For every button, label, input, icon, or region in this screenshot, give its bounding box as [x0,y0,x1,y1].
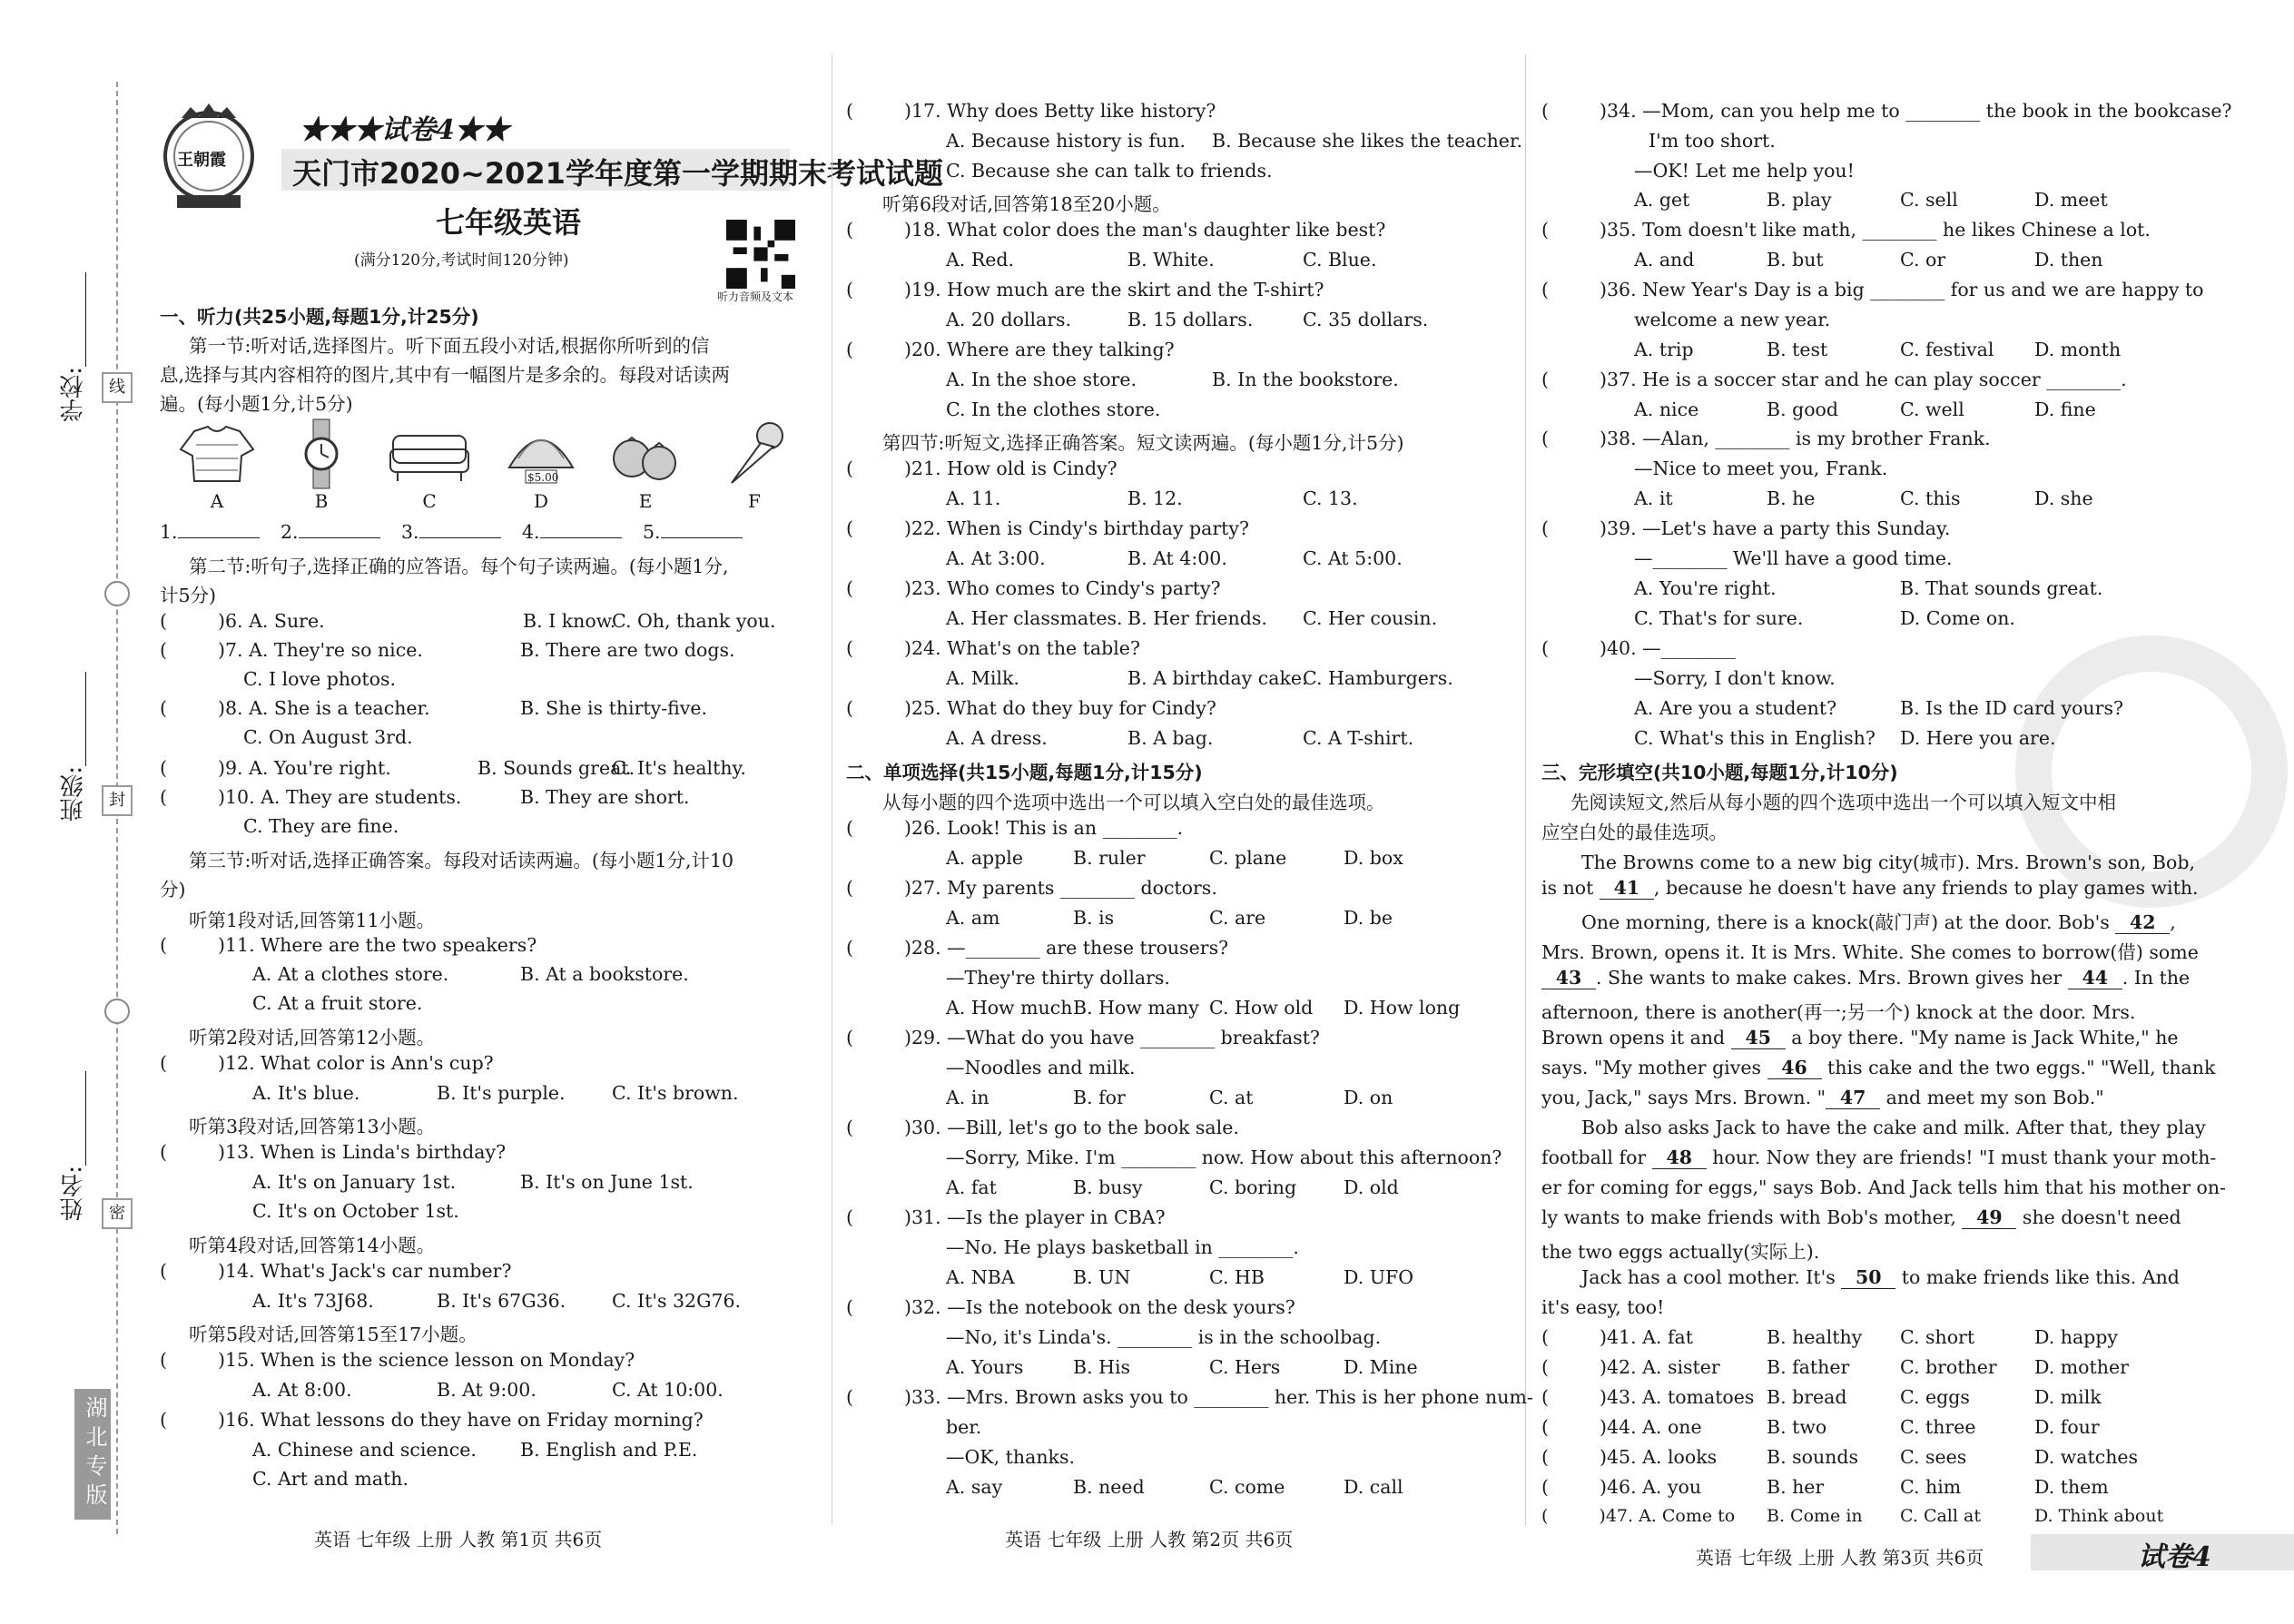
option-b[interactable]: B. 15 dollars. [1127,309,1254,330]
question-29[interactable]: ( )29. —What do you have ________ breakfast? [846,1027,1320,1048]
question-reply: —Nice to meet you, Frank. [1634,458,1888,479]
option-a[interactable]: A. it [1634,487,1673,509]
passage-line: One morning, there is a knock(敲门声) at the door. Bob's 42 , [1581,911,2176,933]
option-d[interactable]: D. fine [2034,399,2096,420]
option-c[interactable]: C. It's on October 1st. [252,1200,459,1222]
option-b[interactable]: B. It's 67G36. [437,1290,566,1312]
option-b[interactable]: B. play [1767,189,1832,211]
cloze-blank-43[interactable]: 43 [1541,967,1596,989]
option-a[interactable]: A. You're right. [1634,577,1777,599]
instruction: 从每小题的四个选项中选出一个可以填入空白处的最佳选项。 [882,792,1385,813]
question-39[interactable]: ( )39. —Let's have a party this Sunday. [1541,517,1951,539]
price-tag: $5.00 [527,471,559,484]
instruction: 息,选择与其内容相符的图片,其中有一幅图片是多余的。每段对话读两 [160,364,731,386]
option-a[interactable]: A. get [1634,189,1690,211]
question-20[interactable]: ( )20. Where are they talking? [846,339,1175,360]
name-field[interactable]: 姓名:________ [60,1071,87,1221]
option-c[interactable]: C. On August 3rd. [243,726,413,748]
blank-number: 4. [522,521,540,543]
option-d[interactable]: D. on [1344,1087,1393,1108]
option-a[interactable]: A. trip [1634,339,1694,360]
column-page-2 [846,0,1533,1561]
school-field[interactable]: 学校:________ [60,272,87,422]
option-c[interactable]: C. What's this in English? [1634,727,1876,749]
question-22[interactable]: ( )22. When is Cindy's birthday party? [846,517,1249,539]
question-16[interactable]: ( )16. What lessons do they have on Friday morning? [160,1409,704,1431]
option-a[interactable]: A. Her classmates. [946,607,1123,629]
question-reply: —OK, thanks. [946,1446,1075,1468]
dialogue-note: 听第5段对话,回答第15至17小题。 [189,1324,478,1345]
logo-text: 王朝霞 [177,151,226,170]
passage-line: is not 41 , because he doesn't have any friends to play games with. [1541,877,2199,899]
dialogue-note: 听第4段对话,回答第14小题。 [189,1235,436,1256]
question-25[interactable]: ( )25. What do they buy for Cindy? [846,697,1216,719]
exam-title: 天门市2020~2021学年度第一学期期末考试试题 [292,156,943,191]
option-b[interactable]: B. test [1767,339,1828,360]
option-c[interactable]: C. plane [1209,847,1287,869]
option-d[interactable]: D. box [1344,847,1403,869]
question-47[interactable]: ( )47. A. Come to B. Come in C. Call at D. Think about [1541,1506,2164,1526]
option-b[interactable]: B. for [1073,1087,1126,1108]
option-b[interactable]: B. At a bookstore. [520,963,689,985]
option-a[interactable]: A. A dress. [946,727,1048,749]
question-14[interactable]: ( )14. What's Jack's car number? [160,1260,512,1282]
instruction: 先阅读短文,然后从每小题的四个选项中选出一个可以填入短文中相 [1570,792,2117,813]
question-21[interactable]: ( )21. How old is Cindy? [846,458,1117,479]
option-c[interactable]: C. sell [1900,189,1958,211]
question-10[interactable]: ( )10. A. They are students. B. They are short. [160,786,690,808]
binding-mark-line: 线 [102,372,133,403]
section-title: 一、听力(共25小题,每题1分,计25分) [160,306,479,328]
question-42[interactable]: ( )42. A. sister B. father C. brother D. mother [1541,1356,2129,1378]
option-c[interactable]: C. Her cousin. [1303,607,1438,629]
binding-hole-icon [104,999,130,1024]
option-d[interactable]: D. month [2034,339,2122,360]
dialogue-note: 听第1段对话,回答第11小题。 [189,910,436,931]
option-d[interactable]: D. meet [2034,189,2108,211]
question-26[interactable]: ( )26. Look! This is an ________. [846,817,1184,839]
score-note: (满分120分,考试时间120分钟) [354,251,569,270]
question-reply: —OK! Let me help you! [1634,160,1855,182]
instruction: 第二节:听句子,选择正确的应答语。每个句子读两遍。(每小题1分, [189,556,729,577]
option-c[interactable]: C. Oh, thank you. [612,610,776,632]
option-b[interactable]: B. That sounds great. [1900,577,2103,599]
question-30[interactable]: ( )30. —Bill, let's go to the book sale. [846,1117,1239,1138]
option-b[interactable]: B. good [1767,399,1839,420]
question-continued: I'm too short. [1649,130,1776,152]
question-8[interactable]: ( )8. A. She is a teacher. B. She is thirty-five. [160,697,708,719]
option-c[interactable]: C. at [1209,1087,1254,1108]
passage-line: er for coming for eggs," says Bob. And Jack tells him that his mother on- [1541,1176,2226,1198]
question-18[interactable]: ( )18. What color does the man's daughter like best? [846,219,1386,241]
option-c[interactable]: C. 35 dollars. [1303,309,1429,330]
option-a[interactable]: A. say [946,1476,1003,1498]
option-b[interactable]: B. he [1767,487,1816,509]
blank-number: 1. [160,521,178,543]
option-a[interactable]: A. fat [946,1176,997,1198]
passage-line: afternoon, there is another(再一;另一个) knock at the door. Mrs. [1541,1001,2136,1023]
option-b[interactable]: B. It's purple. [437,1082,566,1104]
question-40[interactable]: ( )40. —________ [1541,637,1736,659]
picture-label: E [638,490,653,512]
question-13[interactable]: ( )13. When is Linda's birthday? [160,1141,507,1163]
option-a[interactable]: A. It's blue. [252,1082,360,1104]
picture-label: D [533,490,549,512]
option-d[interactable]: D. Come on. [1900,607,2015,629]
question-31[interactable]: ( )31. —Is the player in CBA? [846,1206,1166,1228]
question-38[interactable]: ( )38. —Alan, ________ is my brother Frank. [1541,428,1991,449]
answer-blank[interactable] [419,537,501,538]
option-b[interactable]: B. need [1073,1476,1145,1498]
exam-tab-label: 试卷4 [2138,1541,2211,1573]
question-continued: ber. [946,1416,982,1438]
cloze-blank-41[interactable]: 41 [1600,877,1654,900]
option-b[interactable]: B. ruler [1073,847,1146,869]
cloze-blank-42[interactable]: 42 [2115,911,2170,934]
option-a[interactable]: A. Because history is fun. [946,130,1186,152]
option-b[interactable]: B. How many [1073,997,1199,1019]
option-c[interactable]: C. well [1900,399,1964,420]
option-a[interactable]: A. At a clothes store. [252,963,449,985]
option-a[interactable]: A. How much [946,997,1073,1019]
option-c[interactable]: C. 13. [1303,487,1358,509]
blank-number: 5. [643,521,661,543]
option-d[interactable]: D. then [2034,249,2103,271]
option-b[interactable]: B. Because she likes the teacher. [1212,130,1523,152]
question-reply: —Noodles and milk. [946,1057,1136,1078]
binding-mark-secret: 密 [102,1198,133,1229]
binding-mark-seal: 封 [102,785,133,816]
cloze-blank-50[interactable]: 50 [1841,1266,1895,1289]
question-reply: —No, it's Linda's. ________ is in the schoolbag. [946,1326,1382,1348]
question-reply: —No. He plays basketball in ________. [946,1236,1299,1258]
answer-blank[interactable] [299,537,380,538]
option-a[interactable]: A. am [946,907,1000,929]
question-46[interactable]: ( )46. A. you B. her C. him D. them [1541,1476,2109,1498]
option-d[interactable]: D. Mine [1344,1356,1418,1378]
answer-blank[interactable] [540,537,622,538]
tomatoes-icon [605,418,686,490]
passage-line: Bob also asks Jack to have the cake and milk. After that, they play [1581,1117,2206,1138]
passage-line: says. "My mother gives 46 this cake and the two eggs." "Well, thank [1541,1057,2216,1078]
passage-line: Brown opens it and 45 a boy there. "My name is Jack White," he [1541,1027,2179,1048]
binding-margin [0,0,136,1624]
question-28[interactable]: ( )28. —________ are these trousers? [846,937,1229,959]
option-c[interactable]: C. Blue. [1303,249,1377,271]
option-b[interactable]: B. In the bookstore. [1212,369,1399,390]
page-footer: 英语 七年级 上册 人教 第3页 共6页 [1696,1547,1984,1569]
cloze-blank-44[interactable]: 44 [2068,967,2122,989]
dialogue-note: 听第3段对话,回答第13小题。 [189,1116,436,1137]
sofa-icon [389,418,470,490]
option-c[interactable]: C. Because she can talk to friends. [946,160,1273,182]
option-b[interactable]: B. English and P.E. [520,1439,698,1461]
option-a[interactable]: A. Are you a student? [1634,697,1837,719]
option-a[interactable]: A. It's on January 1st. [252,1171,457,1193]
option-b[interactable]: B. Is the ID card yours? [1900,697,2123,719]
question-15[interactable]: ( )15. When is the science lesson on Monday? [160,1349,635,1371]
option-b[interactable]: B. His [1073,1356,1131,1378]
option-a[interactable]: A. At 3:00. [946,547,1046,569]
option-b[interactable]: B. At 4:00. [1127,547,1227,569]
picture-label: B [314,490,329,512]
option-b[interactable]: B. A birthday cake. [1127,667,1308,689]
option-b[interactable]: B. busy [1073,1176,1143,1198]
question-19[interactable]: ( )19. How much are the skirt and the T-shirt? [846,279,1324,300]
option-a[interactable]: A. Milk. [946,667,1019,689]
question-continued: welcome a new year. [1634,309,1831,330]
option-b[interactable]: B. 12. [1127,487,1183,509]
option-c[interactable]: C. That's for sure. [1634,607,1804,629]
option-c[interactable]: C. It's brown. [612,1082,739,1104]
passage-line: football for 48 hour. Now they are friends! "I must thank your moth- [1541,1147,2217,1168]
section-title: 三、完形填空(共10小题,每题1分,计10分) [1541,762,1898,783]
answer-blank[interactable] [661,537,743,538]
column-divider [1525,54,1526,1525]
instruction: 遍。(每小题1分,计5分) [160,393,353,415]
answer-blank[interactable] [178,537,260,538]
option-c[interactable]: C. In the clothes store. [946,399,1161,420]
question-43[interactable]: ( )43. A. tomatoes B. bread C. eggs D. milk [1541,1386,2102,1408]
passage-line: The Browns come to a new big city(城市). Mrs. Brown's son, Bob, [1581,851,2195,873]
question-24[interactable]: ( )24. What's on the table? [846,637,1140,659]
passage-line: 43 . She wants to make cakes. Mrs. Brown gives her 44 . In the [1541,967,2190,989]
cloze-blank-47[interactable]: 47 [1826,1087,1880,1109]
dialogue-note: 听第6段对话,回答第18至20小题。 [882,193,1171,215]
option-a[interactable]: A. Chinese and science. [252,1439,477,1461]
passage-line: you, Jack," says Mrs. Brown. " 47 and meet my son Bob." [1541,1087,2104,1108]
option-c[interactable]: C. Art and math. [252,1468,409,1490]
option-b[interactable]: B. but [1767,249,1824,271]
question-9[interactable]: ( )9. A. You're right. B. Sounds great. C. It's healthy. [160,757,746,779]
class-field[interactable]: 班级:________ [60,672,87,822]
cloze-blank-48[interactable]: 48 [1652,1147,1707,1169]
passage-line: Jack has a cool mother. It's 50 to make friends like this. And [1581,1266,2180,1288]
option-a[interactable]: A. nice [1634,399,1699,420]
option-c[interactable]: C. or [1900,249,1946,271]
qr-note: 听力音频及文本 [717,290,794,303]
watch-icon [281,418,362,490]
column-page-1 [160,0,818,1561]
option-c[interactable]: C. HB [1209,1266,1265,1288]
option-d[interactable]: D. Here you are. [1900,727,2056,749]
option-c[interactable]: C. this [1900,487,1961,509]
option-b[interactable]: B. is [1073,907,1115,929]
option-c[interactable]: C. Hamburgers. [1303,667,1453,689]
instruction: 应空白处的最佳选项。 [1541,822,1728,843]
blank-number: 2. [281,521,299,543]
question-41[interactable]: ( )41. A. fat B. healthy C. short D. happy [1541,1326,2118,1348]
option-a[interactable]: A. In the shoe store. [946,369,1137,390]
instruction: 计5分) [160,585,217,606]
option-b[interactable]: B. UN [1073,1266,1131,1288]
question-reply: —Sorry, Mike. I'm ________ now. How about this afternoon? [946,1147,1502,1168]
option-b[interactable]: B. White. [1127,249,1215,271]
instruction: 分) [160,879,186,901]
question-6[interactable]: ( )6. A. Sure. B. I know. [160,610,616,632]
question-23[interactable]: ( )23. Who comes to Cindy's party? [846,577,1221,599]
question-reply: —They're thirty dollars. [946,967,1170,989]
question-reply: —Sorry, I don't know. [1634,667,1836,689]
edition-badge: 湖北专版 [74,1389,111,1520]
option-a[interactable]: A. 20 dollars. [946,309,1072,330]
question-17[interactable]: ( )17. Why does Betty like history? [846,100,1216,122]
option-a[interactable]: A. Red. [946,249,1015,271]
option-a[interactable]: A. and [1634,249,1695,271]
cloze-blank-46[interactable]: 46 [1767,1057,1822,1079]
question-27[interactable]: ( )27. My parents ________ doctors. [846,877,1217,899]
cloze-blank-45[interactable]: 45 [1731,1027,1786,1049]
option-c[interactable]: C. are [1209,907,1266,929]
subject-title: 七年级英语 [436,205,582,240]
option-c[interactable]: C. They are fine. [243,815,399,837]
option-b[interactable]: B. Her friends. [1127,607,1267,629]
picture-label: F [748,490,761,512]
dialogue-note: 听第2段对话,回答第12小题。 [189,1027,436,1048]
question-34[interactable]: ( )34. —Mom, can you help me to ________ the book in the bookcase? [1541,100,2232,122]
binding-hole-icon [104,581,130,606]
option-a[interactable]: A. It's 73J68. [252,1290,374,1312]
option-c[interactable]: C. At 10:00. [612,1379,724,1401]
option-c[interactable]: C. A T-shirt. [1303,727,1414,749]
option-d[interactable]: D. call [1344,1476,1403,1498]
option-c[interactable]: C. I love photos. [243,668,397,690]
option-c[interactable]: C. Hers [1209,1356,1281,1378]
passage-line: ly wants to make friends with Bob's mother, 49 she doesn't need [1541,1206,2181,1228]
passage-line: the two eggs actually(实际上). [1541,1241,1820,1263]
option-a[interactable]: A. 11. [946,487,1001,509]
question-44[interactable]: ( )44. A. one B. two C. three D. four [1541,1416,2100,1438]
page-footer: 英语 七年级 上册 人教 第1页 共6页 [314,1529,603,1550]
ice-cream-icon [714,418,795,490]
question-32[interactable]: ( )32. —Is the notebook on the desk yours? [846,1296,1295,1318]
option-a[interactable]: A. apple [946,847,1023,869]
option-d[interactable]: D. UFO [1344,1266,1414,1288]
question-reply: —________ We'll have a good time. [1634,547,1953,569]
question-12[interactable]: ( )12. What color is Ann's cup? [160,1052,494,1074]
option-a[interactable]: A. At 8:00. [252,1379,352,1401]
question-37[interactable]: ( )37. He is a soccer star and he can play soccer ________. [1541,369,2127,390]
question-35[interactable]: ( )35. Tom doesn't like math, ________ he likes Chinese a lot. [1541,219,2151,241]
instruction: 第三节:听对话,选择正确答案。每段对话读两遍。(每小题1分,计10 [189,850,734,871]
question-7[interactable]: ( )7. A. They're so nice. B. There are two dogs. [160,639,735,661]
option-d[interactable]: D. old [1344,1176,1399,1198]
option-c[interactable]: C. It's 32G76. [612,1290,742,1312]
option-b[interactable]: B. At 9:00. [437,1379,537,1401]
question-33[interactable]: ( )33. —Mrs. Brown asks you to ________ her. This is her phone num- [846,1386,1533,1408]
question-11[interactable]: ( )11. Where are the two speakers? [160,934,537,956]
sweater-icon [176,418,258,490]
passage-line: it's easy, too! [1541,1296,1665,1318]
option-b[interactable]: B. A bag. [1127,727,1214,749]
paper-label: ★★★试卷4★★ [300,114,509,146]
option-d[interactable]: D. How long [1344,997,1461,1019]
option-d[interactable]: D. be [1344,907,1393,929]
option-a[interactable]: A. Yours [946,1356,1024,1378]
option-c[interactable]: C. How old [1209,997,1314,1019]
option-b[interactable]: B. It's on June 1st. [520,1171,694,1193]
question-45[interactable]: ( )45. A. looks B. sounds C. sees D. watches [1541,1446,2139,1468]
option-a[interactable]: A. in [946,1087,989,1108]
picture-label: A [210,490,224,512]
passage-line: Mrs. Brown, opens it. It is Mrs. White. She comes to borrow(借) some [1541,941,2199,963]
cloze-blank-49[interactable]: 49 [1962,1206,2016,1229]
option-c[interactable]: C. At a fruit store. [252,992,423,1014]
picture-label: C [422,490,437,512]
option-c[interactable]: C. festival [1900,339,1994,360]
question-36[interactable]: ( )36. New Year's Day is a big ________ for us and we are happy to [1541,279,2204,300]
option-c[interactable]: C. come [1209,1476,1285,1498]
page-footer: 英语 七年级 上册 人教 第2页 共6页 [1005,1529,1294,1550]
option-a[interactable]: A. NBA [946,1266,1015,1288]
option-c[interactable]: C. boring [1209,1176,1297,1198]
option-d[interactable]: D. she [2034,487,2093,509]
blank-number: 3. [401,521,419,543]
instruction: 第一节:听对话,选择图片。听下面五段小对话,根据你所听到的信 [189,335,710,357]
option-c[interactable]: C. At 5:00. [1303,547,1403,569]
instruction: 第四节:听短文,选择正确答案。短文读两遍。(每小题1分,计5分) [882,432,1404,454]
section-title: 二、单项选择(共15小题,每题1分,计15分) [846,762,1203,783]
